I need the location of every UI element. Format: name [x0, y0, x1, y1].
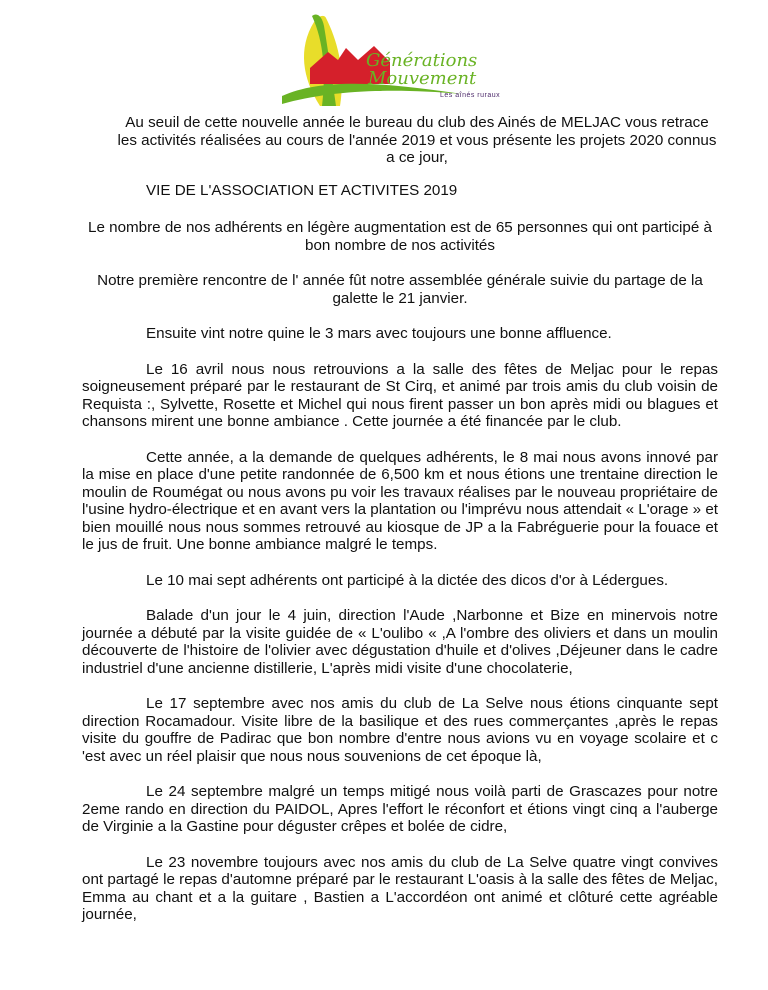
logo-line1: Générations [366, 50, 478, 71]
general-assembly-paragraph: Notre première rencontre de l' année fût notre assemblée générale suivie du partage de la galette le 21 janvier. [97, 272, 703, 307]
intro-paragraph: Au seuil de cette nouvelle année le bureau du club des Ainés de MELJAC vous retrace les activités réalisées au cours de l'année 2019 et vous présente les projets 2020 connus a ce jour, [117, 114, 717, 166]
september-trip-paragraph: Le 17 septembre avec nos amis du club de La Selve nous étions cinquante sept direction Rocamadour. Visite libre de la basilique et des rues commerçantes ,après le repas visite du gouffre de Padirac que bon nombre d'entre nous avions vu en voyage scolaire et c 'est avec un réel plaisir que nous nous souvenions de cet époque là, [82, 695, 718, 765]
logo-tagline: Les aînés ruraux [440, 92, 501, 99]
members-paragraph: Le nombre de nos adhérents en légère augmentation est de 65 personnes qui ont participé à bon nombre de nos activités [88, 219, 712, 254]
generations-mouvement-logo [262, 8, 532, 108]
june-trip-paragraph: Balade d'un jour le 4 juin, direction l'Aude ,Narbonne et Bize en minervois notre journée a débuté par la visite guidée de « L'oulibo « ,A l'ombre des oliviers et dans un moulin découverte de l'histoire de l'olivier avec dégustation d'huile et d'olives ,Déjeuner dans le cadre industriel d'une ancienne distillerie, L'après midi visite d'une chocolaterie, [82, 607, 718, 677]
quine-paragraph: Ensuite vint notre quine le 3 mars avec toujours une bonne affluence. [146, 325, 612, 342]
april-meal-paragraph: Le 16 avril nous nous retrouvions a la salle des fêtes de Meljac pour le repas soigneusement préparé par le restaurant de St Cirq, et animé par trois amis du club voisin de Requista :, Sylvette, Rosette et Michel qui nous firent passer un bon après midi ou blagues et chansons mirent une bonne ambiance . Cette journée a été financée par le club. [82, 360, 718, 430]
letter-body [82, 114, 718, 924]
dictation-paragraph: Le 10 mai sept adhérents ont participé à la dictée des dicos d'or à Lédergues. [146, 571, 669, 589]
november-meal-paragraph: Le 23 novembre toujours avec nos amis du club de La Selve quatre vingt convives ont partagé le repas d'automne préparé par le restaurant L'oasis à la salle des fêtes de Meljac, Emma au chant et a la guitare , Bastien a L'accordéon ont animé et clôturé cette agréable journée, [82, 853, 718, 923]
september-hike-paragraph: Le 24 septembre malgré un temps mitigé nous voilà parti de Grascazes pour notre 2eme rando en direction du PAIDOL, Apres l'effort le réconfort et étions vingt cinq a l'auberge de Virginie a la Gastine pour déguster crêpes et bolée de cidre, [82, 783, 718, 835]
may-hike-paragraph: Cette année, a la demande de quelques adhérents, le 8 mai nous avons innové par la mise en place d'une petite randonnée de 6,500 km et nous étions une trentaine direction le moulin de Roumégat ou nous avons pu voir les travaux réalises par le nouveau propriétaire de l'usine hydro-électrique et en avant vers la plantation ou l'imprévu nous attendait « L'orage » et bien mouillé nous nous sommes retrouvé au kiosque de JP a la Fabréguerie pour la fouace et le jus de fruit. Une bonne ambiance malgré le temps. [82, 448, 718, 553]
section-heading: VIE DE L'ASSOCIATION ET ACTIVITES 2019 [146, 181, 458, 199]
logo-line2: Mouvement [368, 68, 477, 89]
